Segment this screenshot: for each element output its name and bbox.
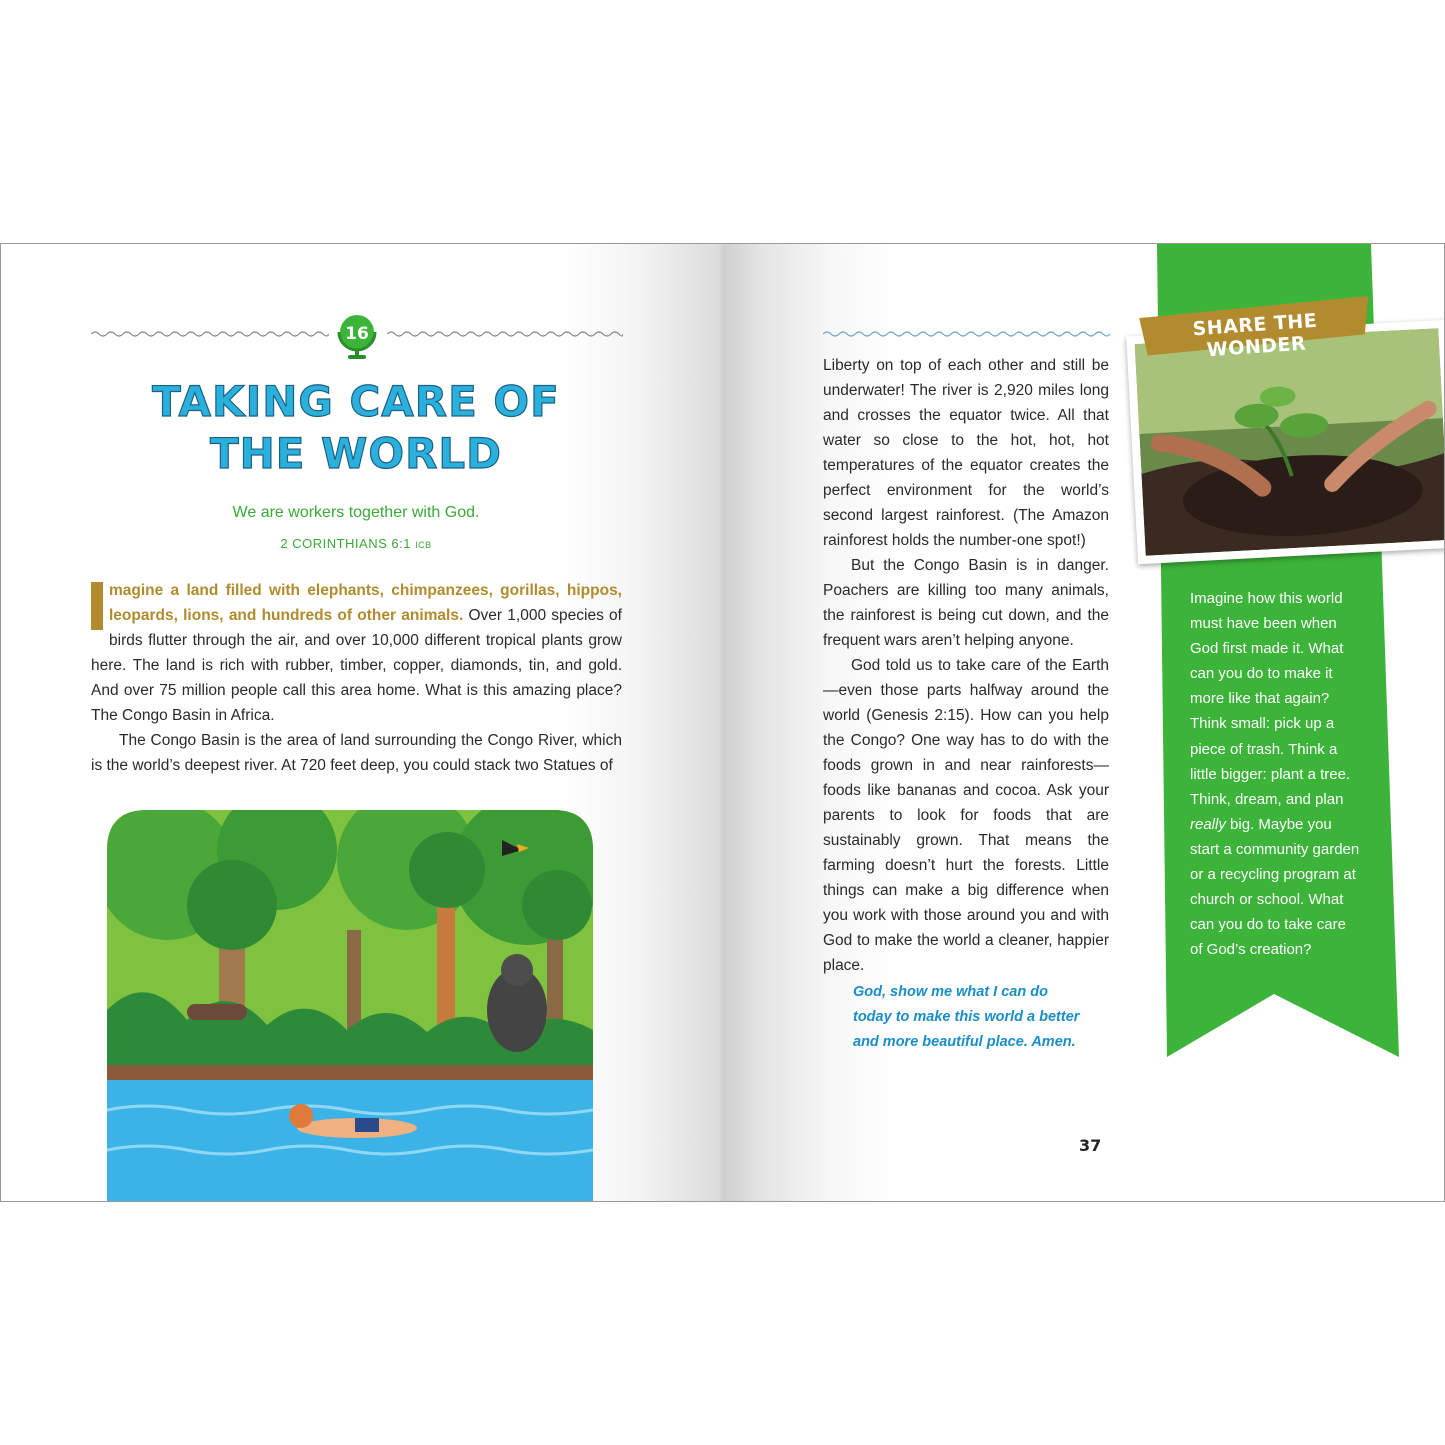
intro-lead: magine a land filled with elephants, chimpanzees, gorillas, hippos, leopards, lions, and hundreds of other animals.: [109, 582, 622, 624]
sidebar-text-emphasis: really: [1190, 815, 1226, 833]
key-verse: We are workers together with God.: [232, 504, 480, 521]
drop-cap-bar: [91, 582, 103, 630]
chapter-badge: [335, 312, 379, 356]
verse-reference: [91, 536, 621, 551]
wavy-divider-page2: [823, 330, 1110, 338]
liberty-paragraph: Liberty on top of each other and still be underwater! The river is 2,920 miles long and crosses the equator twice. All that water so close to the hot, hot, hot temperatures of the equator creates the perfect environment for the world’s second largest rainforest. (The Amazon rainforest holds the number-one spot!): [823, 357, 1109, 549]
banner-label: SHARE THE WONDER: [1191, 309, 1318, 362]
intro-rest: Over 1,000 species of birds flutter through the air, and over 10,000 different tropical plants grow here. The land is rich with rubber, timber, copper, diamonds, tin, and gold. And over 75 million people call this area home. What is this amazing place? The Congo Basin in Africa.: [91, 607, 622, 724]
title-line-2: THE WORLD: [209, 429, 503, 478]
verse-version: ICB: [415, 540, 432, 550]
congo-paragraph: The Congo Basin is the area of land surrounding the Congo River, which is the world’s deepest river. At 720 feet deep, you could stack two Statues of: [91, 732, 622, 774]
intro-paragraph: [91, 578, 622, 728]
chapter-number: 16: [345, 324, 369, 344]
page-title: [91, 376, 621, 480]
sidebar-text-part2: big. Maybe you start a community garden or a recycling program at church or school. What can you do to take care of God’s creation?: [1190, 815, 1360, 959]
right-page-body: [823, 353, 1109, 978]
prayer-text: God, show me what I can do today to make this world a better and more beautiful place. Amen.: [853, 984, 1080, 1050]
left-page-body: [91, 578, 622, 778]
danger-paragraph: But the Congo Basin is in danger. Poachers are killing too many animals, the rainforest is being cut down, and the frequent wars aren’t helping anyone.: [823, 557, 1109, 649]
title-line-1: TAKING CARE OF: [152, 377, 560, 426]
sidebar-text-part1: Imagine how this world must have been when God first made it. What can you do to make it more like that again? Think small: pick up a piece of trash. Think a little bigger: plant a tree. Think, dream, and plan: [1190, 590, 1351, 808]
sidebar-text: [1190, 586, 1360, 962]
rainforest-illustration: [107, 810, 593, 1202]
book-spread: [0, 243, 1445, 1202]
wavy-divider-right: [387, 330, 623, 338]
care-paragraph: God told us to take care of the Earth—even those parts halfway around the world (Genesis 2:15). How can you help the Congo? One way has to do with the foods grown in and near rainforests—foods like bananas and cocoa. Ask your parents to look for foods that are sustainably grown. That means the farming doesn’t hurt the forests. Little things can make a big difference when you work with those around you and with God to make the world a cleaner, happier place.: [823, 657, 1109, 974]
verse-reference-text: 2 CORINTHIANS 6:1: [280, 536, 411, 551]
page-number: 37: [1079, 1136, 1102, 1155]
wavy-divider-left: [91, 330, 329, 338]
